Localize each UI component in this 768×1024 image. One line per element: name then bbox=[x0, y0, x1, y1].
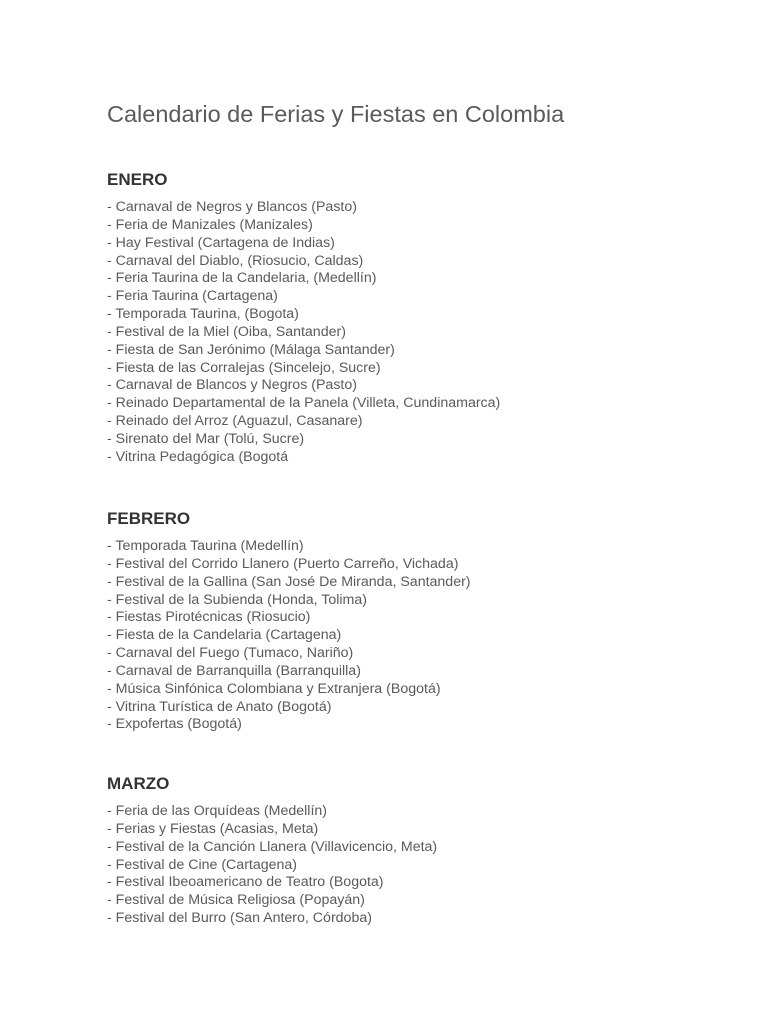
list-item: - Fiesta de San Jerónimo (Málaga Santander) bbox=[107, 341, 395, 358]
list-item: - Festival de la Canción Llanera (Villavicencio, Meta) bbox=[107, 838, 438, 855]
list-item: - Festival de Cine (Cartagena) bbox=[107, 856, 298, 873]
list-item: - Reinado Departamental de la Panela (Villeta, Cundinamarca) bbox=[107, 395, 501, 412]
list-item: - Carnaval del Fuego (Tumaco, Nariño) bbox=[107, 645, 354, 662]
list-item: - Carnaval de Blancos y Negros (Pasto) bbox=[107, 377, 357, 394]
section-enero bbox=[107, 170, 500, 467]
list-item: - Temporada Taurina (Medellín) bbox=[107, 538, 304, 554]
list-item: - Carnaval de Negros y Blancos (Pasto) bbox=[107, 199, 357, 215]
list-item: - Carnaval de Barranquilla (Barranquilla) bbox=[107, 662, 361, 679]
section-marzo bbox=[107, 774, 437, 928]
list-item: - Festival de la Gallina (San José De Miranda, Santander) bbox=[107, 573, 471, 590]
list-item: - Feria de Manizales (Manizales) bbox=[107, 216, 313, 233]
list-item: - Feria Taurina (Cartagena) bbox=[107, 288, 278, 305]
event-list bbox=[107, 199, 500, 467]
list-item: - Festival Ibeoamericano de Teatro (Bogota) bbox=[107, 874, 384, 891]
section-heading: FEBRERO bbox=[107, 509, 191, 528]
list-item: - Festival de la Subienda (Honda, Tolima) bbox=[107, 591, 367, 608]
list-item: - Ferias y Fiestas (Acasias, Meta) bbox=[107, 820, 319, 837]
section-febrero bbox=[107, 509, 471, 734]
list-item: - Festival de Música Religiosa (Popayán) bbox=[107, 892, 365, 909]
list-item: - Vitrina Pedagógica (Bogotá bbox=[107, 448, 289, 465]
list-item: - Feria Taurina de la Candelaria, (Medellín) bbox=[107, 270, 377, 287]
list-item: - Feria de las Orquídeas (Medellín) bbox=[107, 803, 327, 819]
list-item: - Fiesta de las Corralejas (Sincelejo, Sucre) bbox=[107, 359, 381, 376]
section-heading: ENERO bbox=[107, 170, 168, 189]
list-item: - Música Sinfónica Colombiana y Extranjera (Bogotá) bbox=[107, 680, 441, 697]
document-title: Calendario de Ferias y Fiestas en Colombia bbox=[107, 101, 565, 127]
list-item: - Festival de la Miel (Oiba, Santander) bbox=[107, 323, 346, 340]
list-item: - Sirenato del Mar (Tolú, Sucre) bbox=[107, 430, 305, 447]
list-item: - Temporada Taurina, (Bogota) bbox=[107, 306, 299, 323]
list-item: - Fiestas Pirotécnicas (Riosucio) bbox=[107, 609, 311, 626]
list-item: - Expofertas (Bogotá) bbox=[107, 716, 242, 733]
event-list bbox=[107, 538, 471, 734]
list-item: - Carnaval del Diablo, (Riosucio, Caldas) bbox=[107, 252, 364, 269]
list-item: - Hay Festival (Cartagena de Indias) bbox=[107, 234, 335, 251]
list-item: - Vitrina Turística de Anato (Bogotá) bbox=[107, 698, 332, 715]
event-list bbox=[107, 803, 437, 928]
section-heading: MARZO bbox=[107, 774, 170, 793]
list-item: - Fiesta de la Candelaria (Cartagena) bbox=[107, 627, 342, 644]
list-item: - Festival del Burro (San Antero, Córdoba) bbox=[107, 910, 372, 927]
list-item: - Festival del Corrido Llanero (Puerto Carreño, Vichada) bbox=[107, 555, 459, 572]
list-item: - Reinado del Arroz (Aguazul, Casanare) bbox=[107, 413, 363, 430]
